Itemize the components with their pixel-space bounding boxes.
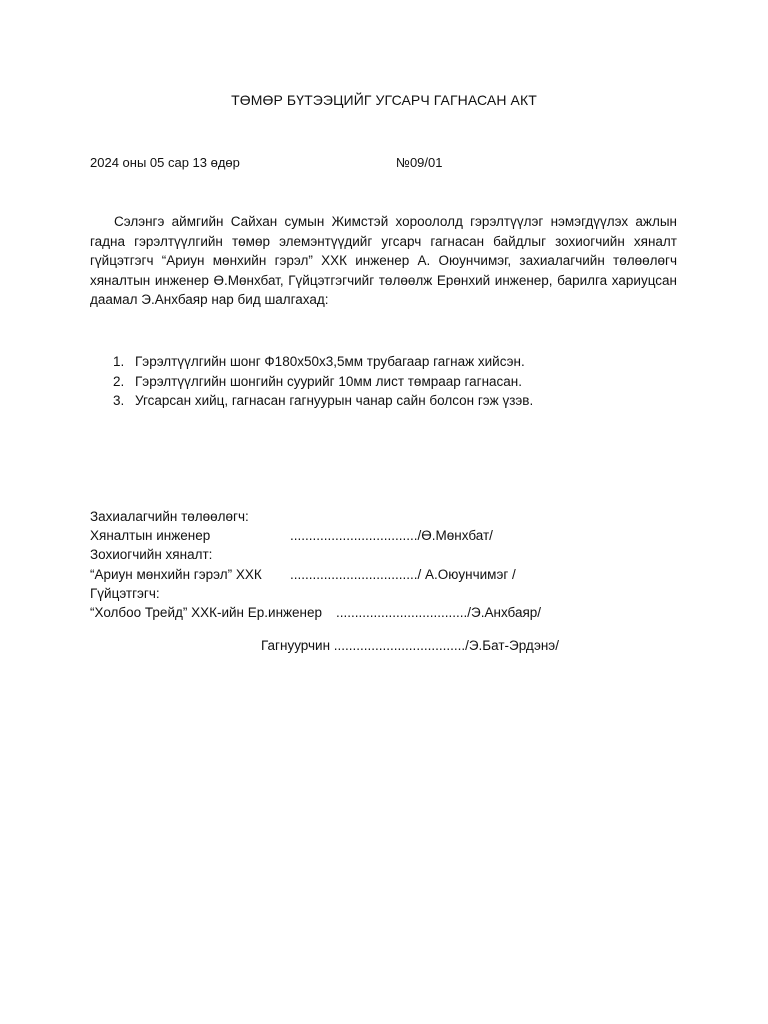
intro-paragraph: Сэлэнгэ аймгийн Сайхан сумын Жимстэй хороололд гэрэлтүүлэг нэмэгдүүлэх ажлын гадна гэрэлтүүлгийн төмөр элемэнтүүдийг угсарч гагнасан байдлыг зохиогчийн хяналт гүйцэтгэгч “Ариун мөнхийн гэрэл” ХХК инженер А. Оюунчимэг, захиалагчийн төлөөлөгч хяналтын инженер Ө.Мөнхбат, Гүйцэтгэгчийг төлөөлж Ерөнхий инженер, барилга хариуцсан даамал Э.Анхбаяр нар бид шалгахад: [90,214,677,307]
document-title: ТӨМӨР БҮТЭЭЦИЙГ УГСАРЧ ГАГНАСАН АКТ [231,92,537,108]
list-item-number: 2. [113,373,125,389]
welder-role: Гагнуурчин [261,638,331,653]
findings-list [90,352,680,411]
client-heading: Захиалагчийн төлөөлөгч: [90,509,249,524]
author-signature-line [90,565,690,584]
contractor-signature-line [90,603,690,622]
client-role: Хяналтын инженер [90,528,211,544]
document-number: №09/01 [396,155,443,170]
welder-signature-line [261,638,559,653]
author-signature: ................................../ А.Оюунчимэг / [290,566,516,582]
list-item-number: 1. [113,354,125,369]
client-signature: ................................../Ө.Мөнхбат/ [290,528,493,544]
list-item [90,352,680,372]
list-item [90,372,680,392]
welder-signature: .................................../Э.Бат-Эрдэнэ/ [333,638,559,653]
list-item-text: Гэрэлтүүлгийн шонг Ф180x50x3,5мм трубагаар гагнаж хийсэн. [135,354,525,369]
document-date: 2024 оны 05 сар 13 өдөр [90,155,240,170]
author-heading: Зохиогчийн хяналт: [90,547,213,563]
contractor-role: “Холбоо Трейд” ХХК-ийн Ер.инженер [90,604,323,620]
list-item [90,391,680,411]
signature-block [90,507,690,622]
contractor-heading: Гүйцэтгэгч: [90,585,160,601]
list-item-number: 3. [113,393,125,408]
client-signature-line [90,526,690,545]
list-item-text: Угсарсан хийц, гагнасан гагнуурын чанар сайн болсон гэж үзэв. [135,393,534,408]
contractor-signature: .................................../Э.Анхбаяр/ [336,604,542,620]
list-item-text: Гэрэлтүүлгийн шонгийн суурийг 10мм лист төмраар гагнасан. [135,373,522,389]
author-role: “Ариун мөнхийн гэрэл” ХХК [90,566,262,582]
